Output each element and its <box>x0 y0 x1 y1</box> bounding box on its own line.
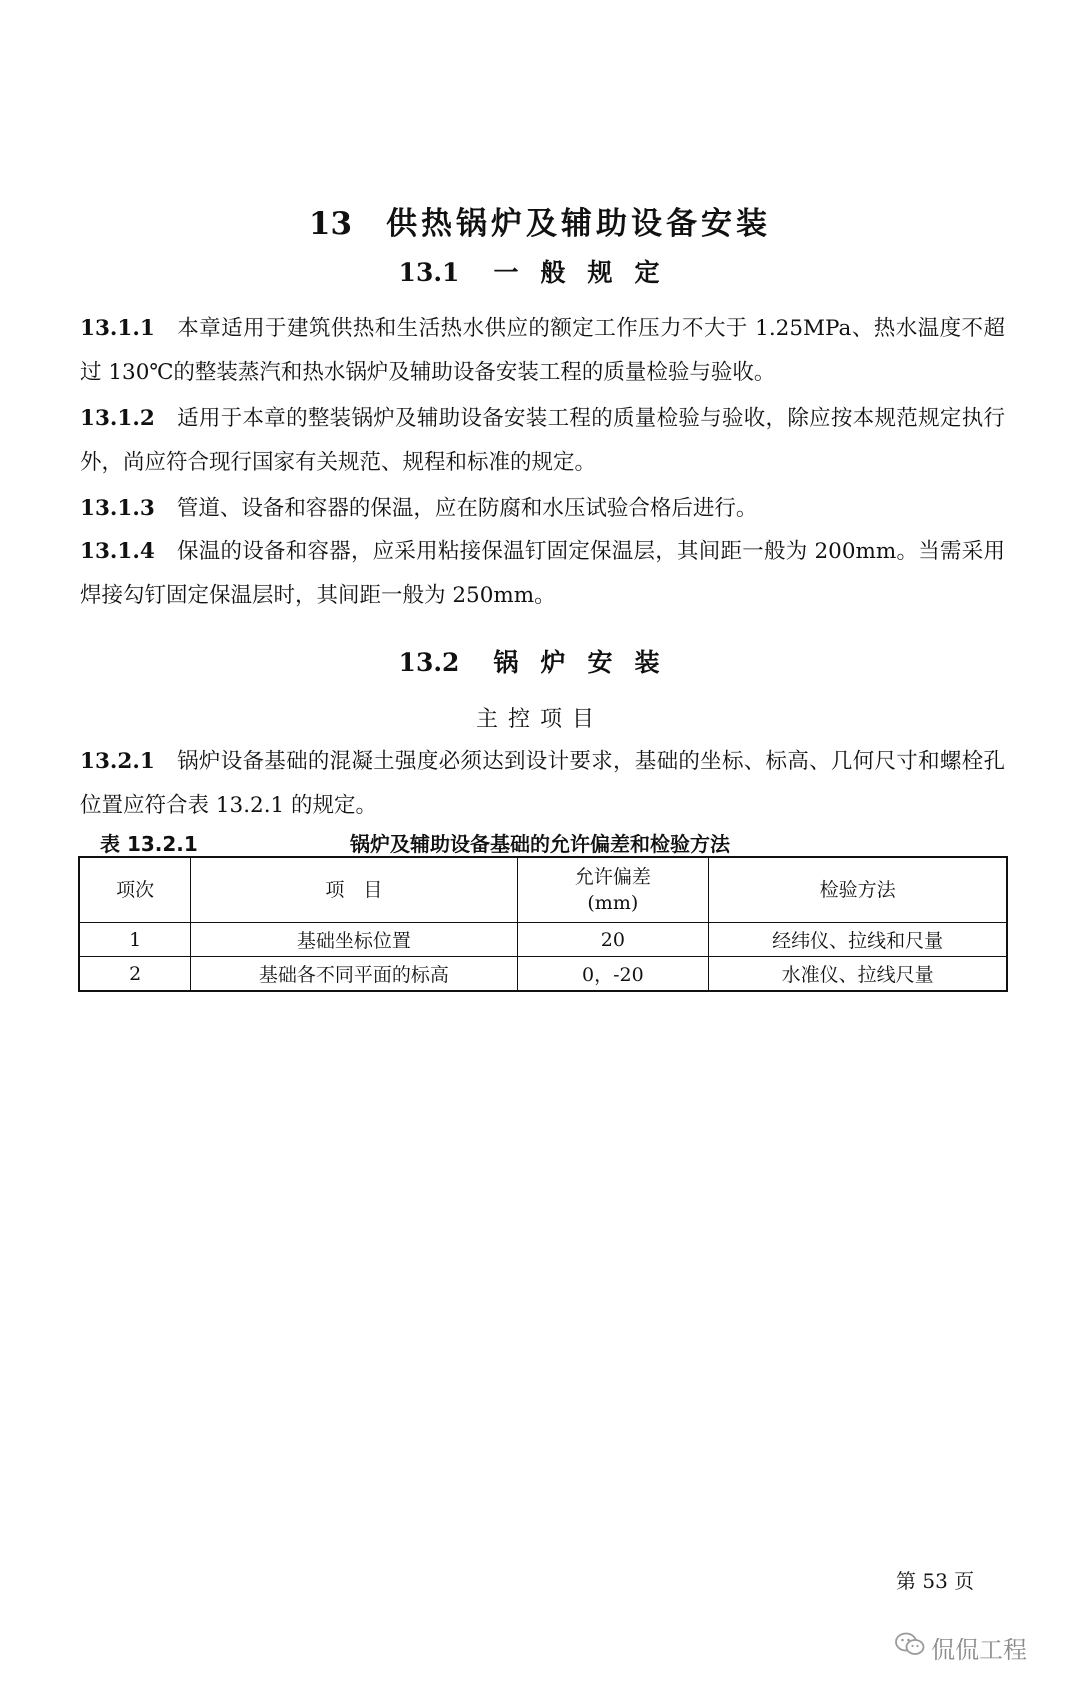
table-row <box>79 923 1007 957</box>
header-item-number: 项次 <box>79 857 191 923</box>
cell-item-number: 2 <box>79 957 191 992</box>
clause-number: 13.1.3 <box>80 496 155 521</box>
section-title <box>0 643 1080 679</box>
clause-text: 管道、设备和容器的保温，应在防腐和水压试验合格后进行。 <box>176 496 758 521</box>
cell-tolerance: 20 <box>517 923 709 957</box>
subheading: 主控项目 <box>475 707 604 732</box>
clause <box>80 397 1005 485</box>
clause <box>80 740 1005 828</box>
cell-item: 基础坐标位置 <box>191 923 517 957</box>
watermark-text: 侃侃工程 <box>931 1635 1027 1664</box>
section-title-text: 一般规定 <box>493 258 682 287</box>
header-tolerance-label: 允许偏差 <box>574 866 651 888</box>
chapter-number: 13 <box>308 206 353 242</box>
header-tolerance-unit: (mm) <box>587 892 639 914</box>
cell-item-number: 1 <box>79 923 191 957</box>
table-row <box>79 957 1007 992</box>
chapter-title <box>0 198 1080 243</box>
clause-number: 13.2.1 <box>80 749 155 774</box>
cell-method: 水准仪、拉线尺量 <box>709 957 1007 992</box>
section-title-text: 锅炉安装 <box>493 648 682 677</box>
cell-item: 基础各不同平面的标高 <box>191 957 517 992</box>
table-caption <box>100 828 1000 854</box>
watermark <box>895 1632 1027 1662</box>
cell-method: 经纬仪、拉线和尺量 <box>709 923 1007 957</box>
clause-text: 适用于本章的整装锅炉及辅助设备安装工程的质量检验与验收，除应按本规范规定执行外，尚应符合现行国家有关规范、规程和标准的规定。 <box>80 406 1005 475</box>
wechat-icon <box>895 1631 925 1663</box>
section-number: 13.1 <box>398 258 460 287</box>
header-method: 检验方法 <box>709 857 1007 923</box>
clause-text: 本章适用于建筑供热和生活热水供应的额定工作压力不大于 1.25MPa、热水温度不超过 130℃的整装蒸汽和热水锅炉及辅助设备安装工程的质量检验与验收。 <box>80 316 1005 385</box>
clause-text: 保温的设备和容器，应采用粘接保温钉固定保温层，其间距一般为 200mm。当需采用焊接勾钉固定保温层时，其间距一般为 250mm。 <box>80 539 1005 608</box>
header-item: 项 目 <box>191 857 517 923</box>
clause-number: 13.1.1 <box>80 316 155 341</box>
table-caption-title: 锅炉及辅助设备基础的允许偏差和检验方法 <box>350 832 730 856</box>
clause-number: 13.1.4 <box>80 539 155 564</box>
chapter-title-text: 供热锅炉及辅助设备安装 <box>386 206 772 242</box>
tolerance-table <box>78 856 1008 992</box>
clause <box>80 530 1005 618</box>
table-header-row <box>79 857 1007 923</box>
clause-text: 锅炉设备基础的混凝土强度必须达到设计要求，基础的坐标、标高、几何尺寸和螺栓孔位置应符合表 13.2.1 的规定。 <box>80 749 1005 818</box>
page-number: 第 53 页 <box>896 1569 975 1593</box>
table-caption-number: 表 13.2.1 <box>100 832 198 856</box>
header-tolerance <box>517 857 709 923</box>
section-number: 13.2 <box>398 648 460 677</box>
cell-tolerance: 0，-20 <box>517 957 709 992</box>
clause-number: 13.1.2 <box>80 406 155 431</box>
clause <box>80 487 1005 531</box>
clause <box>80 307 1005 395</box>
section-title <box>0 253 1080 289</box>
